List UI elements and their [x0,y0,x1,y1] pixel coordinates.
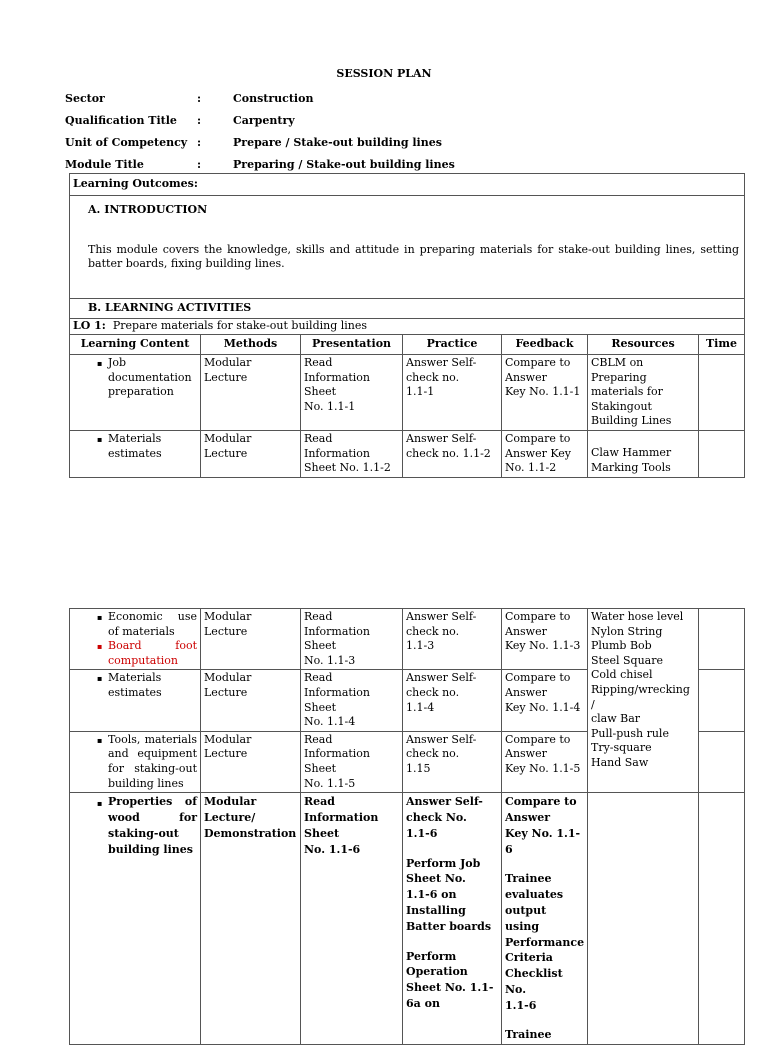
text-line: 6 [505,842,513,856]
spacer [505,1013,584,1027]
list-item: ▪ Job documentation preparation [108,356,197,400]
time-cell [699,731,745,792]
col-feedback: Feedback [502,335,588,355]
methods-cell [201,793,301,1045]
col-methods: Methods [201,335,301,355]
header-row-unit [65,131,455,153]
text-line: Answer [505,685,547,699]
text-line: 1.1-6 on [406,888,457,902]
practice-cell [403,731,502,792]
text-line: Answer Self- [406,795,483,809]
text-line: Answer Self- [406,671,477,685]
practice-cell [403,430,502,477]
text-line: Information [304,370,371,384]
text-line: Lecture/ [204,811,256,825]
text-line: 1.1-1 [406,385,435,399]
spacer [505,857,584,871]
learning-content-cell [70,670,201,731]
header-value: Carpentry [233,113,295,127]
introduction-row [70,196,745,299]
text-line: 6a on [406,996,440,1010]
list-item: ▪ Properties of wood for staking-out building lines [108,794,197,858]
text-line: Installing [406,903,466,917]
text-line: Criteria [505,951,553,965]
text-line: Read [304,795,335,809]
text-line: Answer Self- [406,610,477,623]
list-item: ▪ Economic use of materials [108,610,197,639]
header-colon: : [197,91,202,105]
feedback-cell [502,793,588,1045]
methods-cell: Modular Lecture [201,609,301,670]
text-line: Nylon String [591,624,663,638]
header-colon: : [197,157,202,171]
resources-cell [588,430,699,477]
text-line: Answer [505,370,547,384]
text-line: No. 1.1-4 [304,715,356,729]
table-row-bold [70,793,745,1045]
text-line: materials for [591,385,663,399]
text-line: Operation [406,965,468,979]
document-title: SESSION PLAN [336,67,432,80]
list-item: ▪ Materials estimates [108,671,197,700]
feedback-cell [502,430,588,477]
text-line: Compare to [505,610,571,623]
time-cell [699,670,745,731]
text-line: Sheet [304,385,337,399]
resources-cell [588,793,699,1045]
presentation-cell [301,355,403,431]
header-colon: : [197,135,202,149]
text-line: evaluates [505,888,564,902]
text-line: Performance [505,935,585,949]
header-row-module [65,153,455,175]
text-line: Key No. 1.1-1 [505,385,581,399]
header-label: Sector [65,91,105,105]
text-line: Preparing [591,370,647,384]
text-line: Read [304,732,333,746]
text-line: 1.1-6 [505,998,537,1012]
text-line: Answer Self- [406,732,477,746]
text-line: Key No. 1.1-4 [505,700,581,714]
text-line: Modular [204,795,257,809]
text-line: Compare to [505,431,571,445]
text-line: Key No. 1.1-5 [505,761,581,775]
text-line: Trainee [505,872,552,886]
text-line: Sheet No. 1.1-2 [304,461,391,475]
lo1-text: Prepare materials for stake-out building lines [112,319,368,332]
text-line: Sheet No. 1.1- [406,981,494,995]
presentation-cell [301,670,403,731]
spacer [406,935,498,949]
practice-cell [403,793,502,1045]
time-cell [699,355,745,431]
header-label: Unit of Competency [65,135,188,149]
text-line: Building Lines [591,414,672,428]
time-cell [699,430,745,477]
text-line: Sheet [304,827,340,841]
text-line: claw Bar [591,712,641,726]
text-line: check no. [406,685,460,699]
header-label: Module Title [65,157,144,171]
text-line: Perform Job [406,856,481,870]
header-value: Prepare / Stake-out building lines [233,135,442,149]
text-line: Information [304,446,371,460]
methods-cell: Modular Lecture [201,670,301,731]
lo1-row [70,319,745,335]
feedback-cell [502,670,588,731]
feedback-cell [502,609,588,670]
learning-content-cell [70,731,201,792]
text-line: Sheet [304,761,337,775]
text-line: Try-square [591,741,652,755]
text-line: No. 1.1-2 [505,461,557,475]
text-line: Claw Hammer [591,445,672,459]
text-line: Answer [505,624,547,638]
text-line: Marking Tools [591,460,671,474]
activities-row [70,299,745,319]
resources-cell [588,609,699,793]
session-plan-table-1 [69,173,745,478]
text-line: / [591,697,595,711]
text-line: 1.1-3 [406,639,435,653]
column-header-row [70,335,745,355]
header-info [65,87,455,175]
introduction-text: This module covers the knowledge, skills and attitude in preparing materials for stake-out building lines, setting batter boards, fixing building lines. [88,242,740,271]
col-presentation: Presentation [301,335,403,355]
text-line: Information [304,811,379,825]
time-cell [699,609,745,670]
text-line: Batter boards [406,919,492,933]
text-line: No. 1.1-6 [304,843,361,857]
text-line: No. 1.1-3 [304,653,356,667]
text-line: Answer Self- [406,356,477,369]
text-line: CBLM on [591,356,644,369]
activities-heading: B. LEARNING ACTIVITIES [70,299,745,319]
table-row [70,609,745,670]
presentation-cell [301,430,403,477]
text-line: Read [304,671,333,685]
header-colon: : [197,113,202,127]
text-line: Sheet [304,700,337,714]
text-line: Key No. 1.1-3 [505,639,581,653]
list-item: ▪ Tools, materials and equipment for staking-out building lines [108,733,197,791]
text-line: Answer Self- [406,431,477,445]
session-plan-table-2 [69,608,745,1045]
text-line: Sheet No. [406,872,466,886]
practice-cell [403,670,502,731]
text-line: Trainee [505,1028,552,1042]
presentation-cell [301,793,403,1045]
list-item: ▪ Materials estimates [108,432,197,461]
feedback-cell [502,731,588,792]
text-line: Compare to [505,795,577,809]
header-row-sector [65,87,455,109]
text-line: Stakingout [591,399,652,413]
text-line: No. 1.1-1 [304,399,356,413]
text-line: Ripping/wrecking [591,682,690,696]
lo1-label: LO 1: [73,319,106,332]
text-line: Compare to [505,356,571,369]
spacer [591,432,695,446]
text-line: Read [304,610,333,623]
learning-outcomes-row [70,174,745,196]
col-time: Time [699,335,745,355]
resources-cell [588,355,699,431]
table-row [70,355,745,431]
learning-content-cell [70,793,201,1045]
text-line: Read [304,431,333,445]
methods-cell: Modular Lecture [201,731,301,792]
presentation-cell [301,609,403,670]
table-row [70,430,745,477]
methods-cell: Modular Lecture [201,430,301,477]
text-line: Checklist No. [505,967,563,996]
text-line: Hand Saw [591,755,649,769]
text-line: output using [505,903,547,933]
text-line: Information [304,747,371,761]
text-line: 1.1-4 [406,700,435,714]
header-value: Construction [233,91,314,105]
text-line: Plumb Bob [591,639,652,653]
practice-cell [403,609,502,670]
text-line: check no. [406,370,460,384]
introduction-cell [70,196,745,299]
text-line: Information [304,624,371,638]
practice-cell [403,355,502,431]
spacer [406,842,498,856]
text-line: check no. [406,624,460,638]
text-line: Key No. 1.1- [505,826,581,840]
text-line: Answer [505,810,550,824]
methods-cell: Modular Lecture [201,355,301,431]
col-practice: Practice [403,335,502,355]
text-line: Answer Key [505,446,571,460]
text-line: check No. [406,810,467,824]
learning-content-cell [70,355,201,431]
text-line: Cold chisel [591,668,653,682]
col-learning-content: Learning Content [70,335,201,355]
lo1-cell [70,319,745,335]
header-value: Preparing / Stake-out building lines [233,157,455,171]
time-cell [699,793,745,1045]
header-row-qualification [65,109,455,131]
introduction-heading: A. INTRODUCTION [88,203,208,216]
col-resources: Resources [588,335,699,355]
text-line: Pull-push rule [591,726,669,740]
text-line: Sheet [304,639,337,653]
text-line: No. 1.1-5 [304,776,356,790]
text-line: Answer [505,747,547,761]
header-label: Qualification Title [65,113,177,127]
presentation-cell [301,731,403,792]
learning-content-cell [70,430,201,477]
list-item-highlighted: ▪ Board foot computation [108,639,197,668]
learning-content-cell [70,609,201,670]
text-line: check no. [406,747,460,761]
text-line: Perform [406,949,457,963]
text-line: Water hose level [591,610,684,623]
text-line: Read [304,356,333,369]
text-line: Demonstration [204,827,297,841]
text-line: Compare to [505,671,571,685]
text-line: 1.1-6 [406,826,438,840]
text-line: check no. 1.1-2 [406,446,491,460]
learning-outcomes-label: Learning Outcomes: [70,174,745,196]
text-line: Steel Square [591,653,663,667]
feedback-cell [502,355,588,431]
text-line: 1.15 [406,761,431,775]
text-line: Compare to [505,732,571,746]
text-line: Information [304,685,371,699]
